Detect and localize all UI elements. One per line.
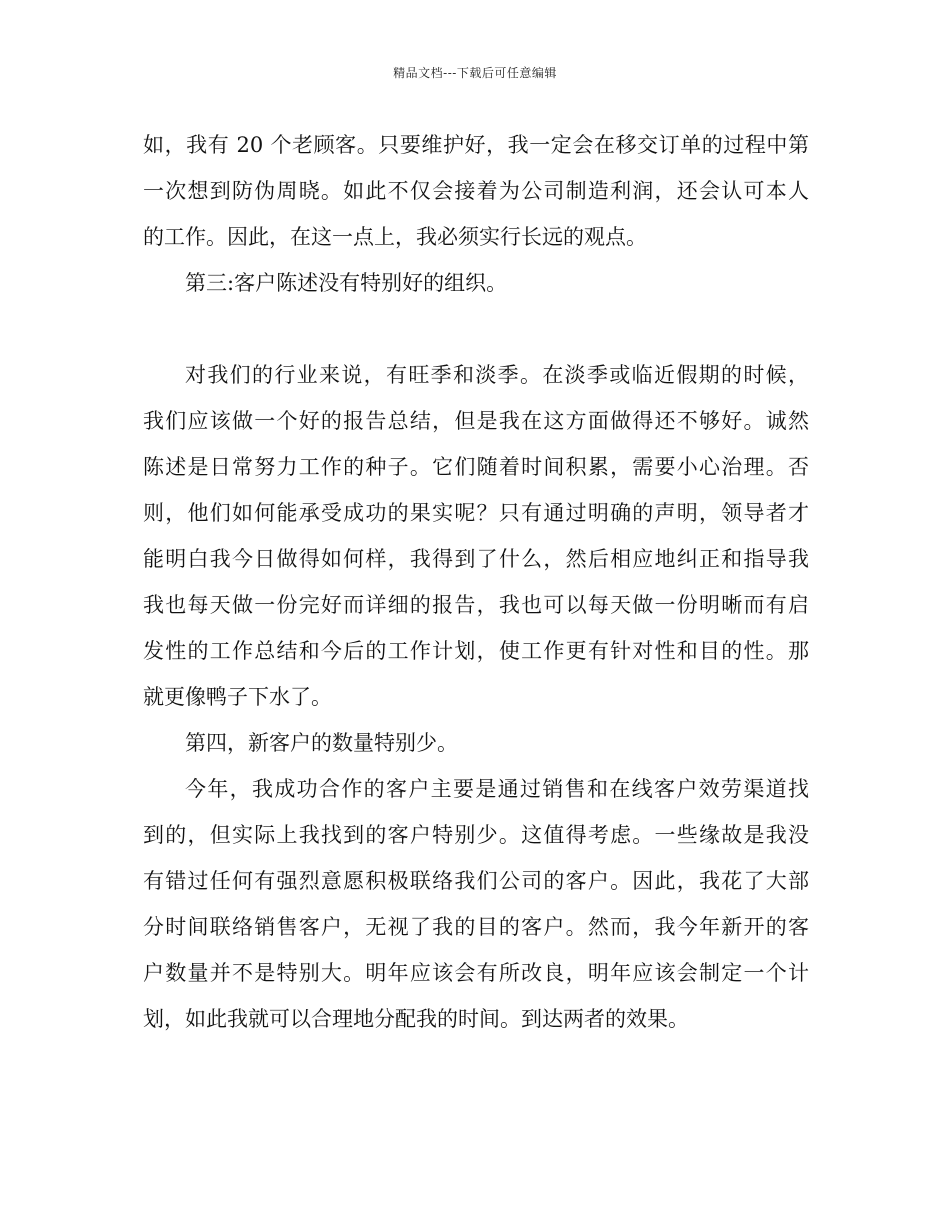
text-line: 对我们的行业来说，有旺季和淡季。在淡季或临近假期的时候， — [185, 363, 809, 387]
text-line: 户数量并不是特别大。明年应该会有所改良，明年应该会制定一个计 — [143, 961, 809, 985]
text-line: 划，如此我就可以合理地分配我的时间。到达两者的效果。 — [143, 1007, 689, 1031]
text-line: 如，我有 20 个老顾客。只要维护好，我一定会在移交订单的过程中第 — [143, 133, 809, 157]
text-line: 就更像鸭子下水了。 — [143, 685, 332, 709]
text-line: 今年，我成功合作的客户主要是通过销售和在线客户效劳渠道找 — [185, 777, 809, 801]
text-line: 能明白我今日做得如何样，我得到了什么，然后相应地纠正和指导我 — [143, 547, 809, 571]
section-heading: 第三:客户陈述没有特别好的组织。 — [185, 271, 508, 295]
text-line: 一次想到防伪周晓。如此不仅会接着为公司制造利润，还会认可本人 — [143, 179, 809, 203]
text-line: 则，他们如何能承受成功的果实呢？只有通过明确的声明，领导者才 — [143, 501, 809, 525]
text-line: 的工作。因此，在这一点上，我必须实行长远的观点。 — [143, 225, 647, 249]
page-header: 精品文档---下载后可任意编辑 — [393, 66, 557, 80]
text-line: 发性的工作总结和今后的工作计划，使工作更有针对性和目的性。那 — [143, 639, 809, 663]
text-line: 我也每天做一份完好而详细的报告，我也可以每天做一份明晰而有启 — [143, 593, 809, 617]
section-heading: 第四，新客户的数量特别少。 — [185, 731, 458, 755]
text-line: 我们应该做一个好的报告总结，但是我在这方面做得还不够好。诚然 — [143, 409, 809, 433]
text-line: 分时间联络销售客户，无视了我的目的客户。然而，我今年新开的客 — [143, 915, 809, 939]
blank-line — [143, 311, 809, 357]
text-line: 有错过任何有强烈意愿积极联络我们公司的客户。因此，我花了大部 — [143, 869, 809, 893]
text-line: 到的，但实际上我找到的客户特别少。这值得考虑。一些缘故是我没 — [143, 823, 809, 847]
text-line: 陈述是日常努力工作的种子。它们随着时间积累，需要小心治理。否 — [143, 455, 809, 479]
document-body — [143, 127, 809, 1047]
